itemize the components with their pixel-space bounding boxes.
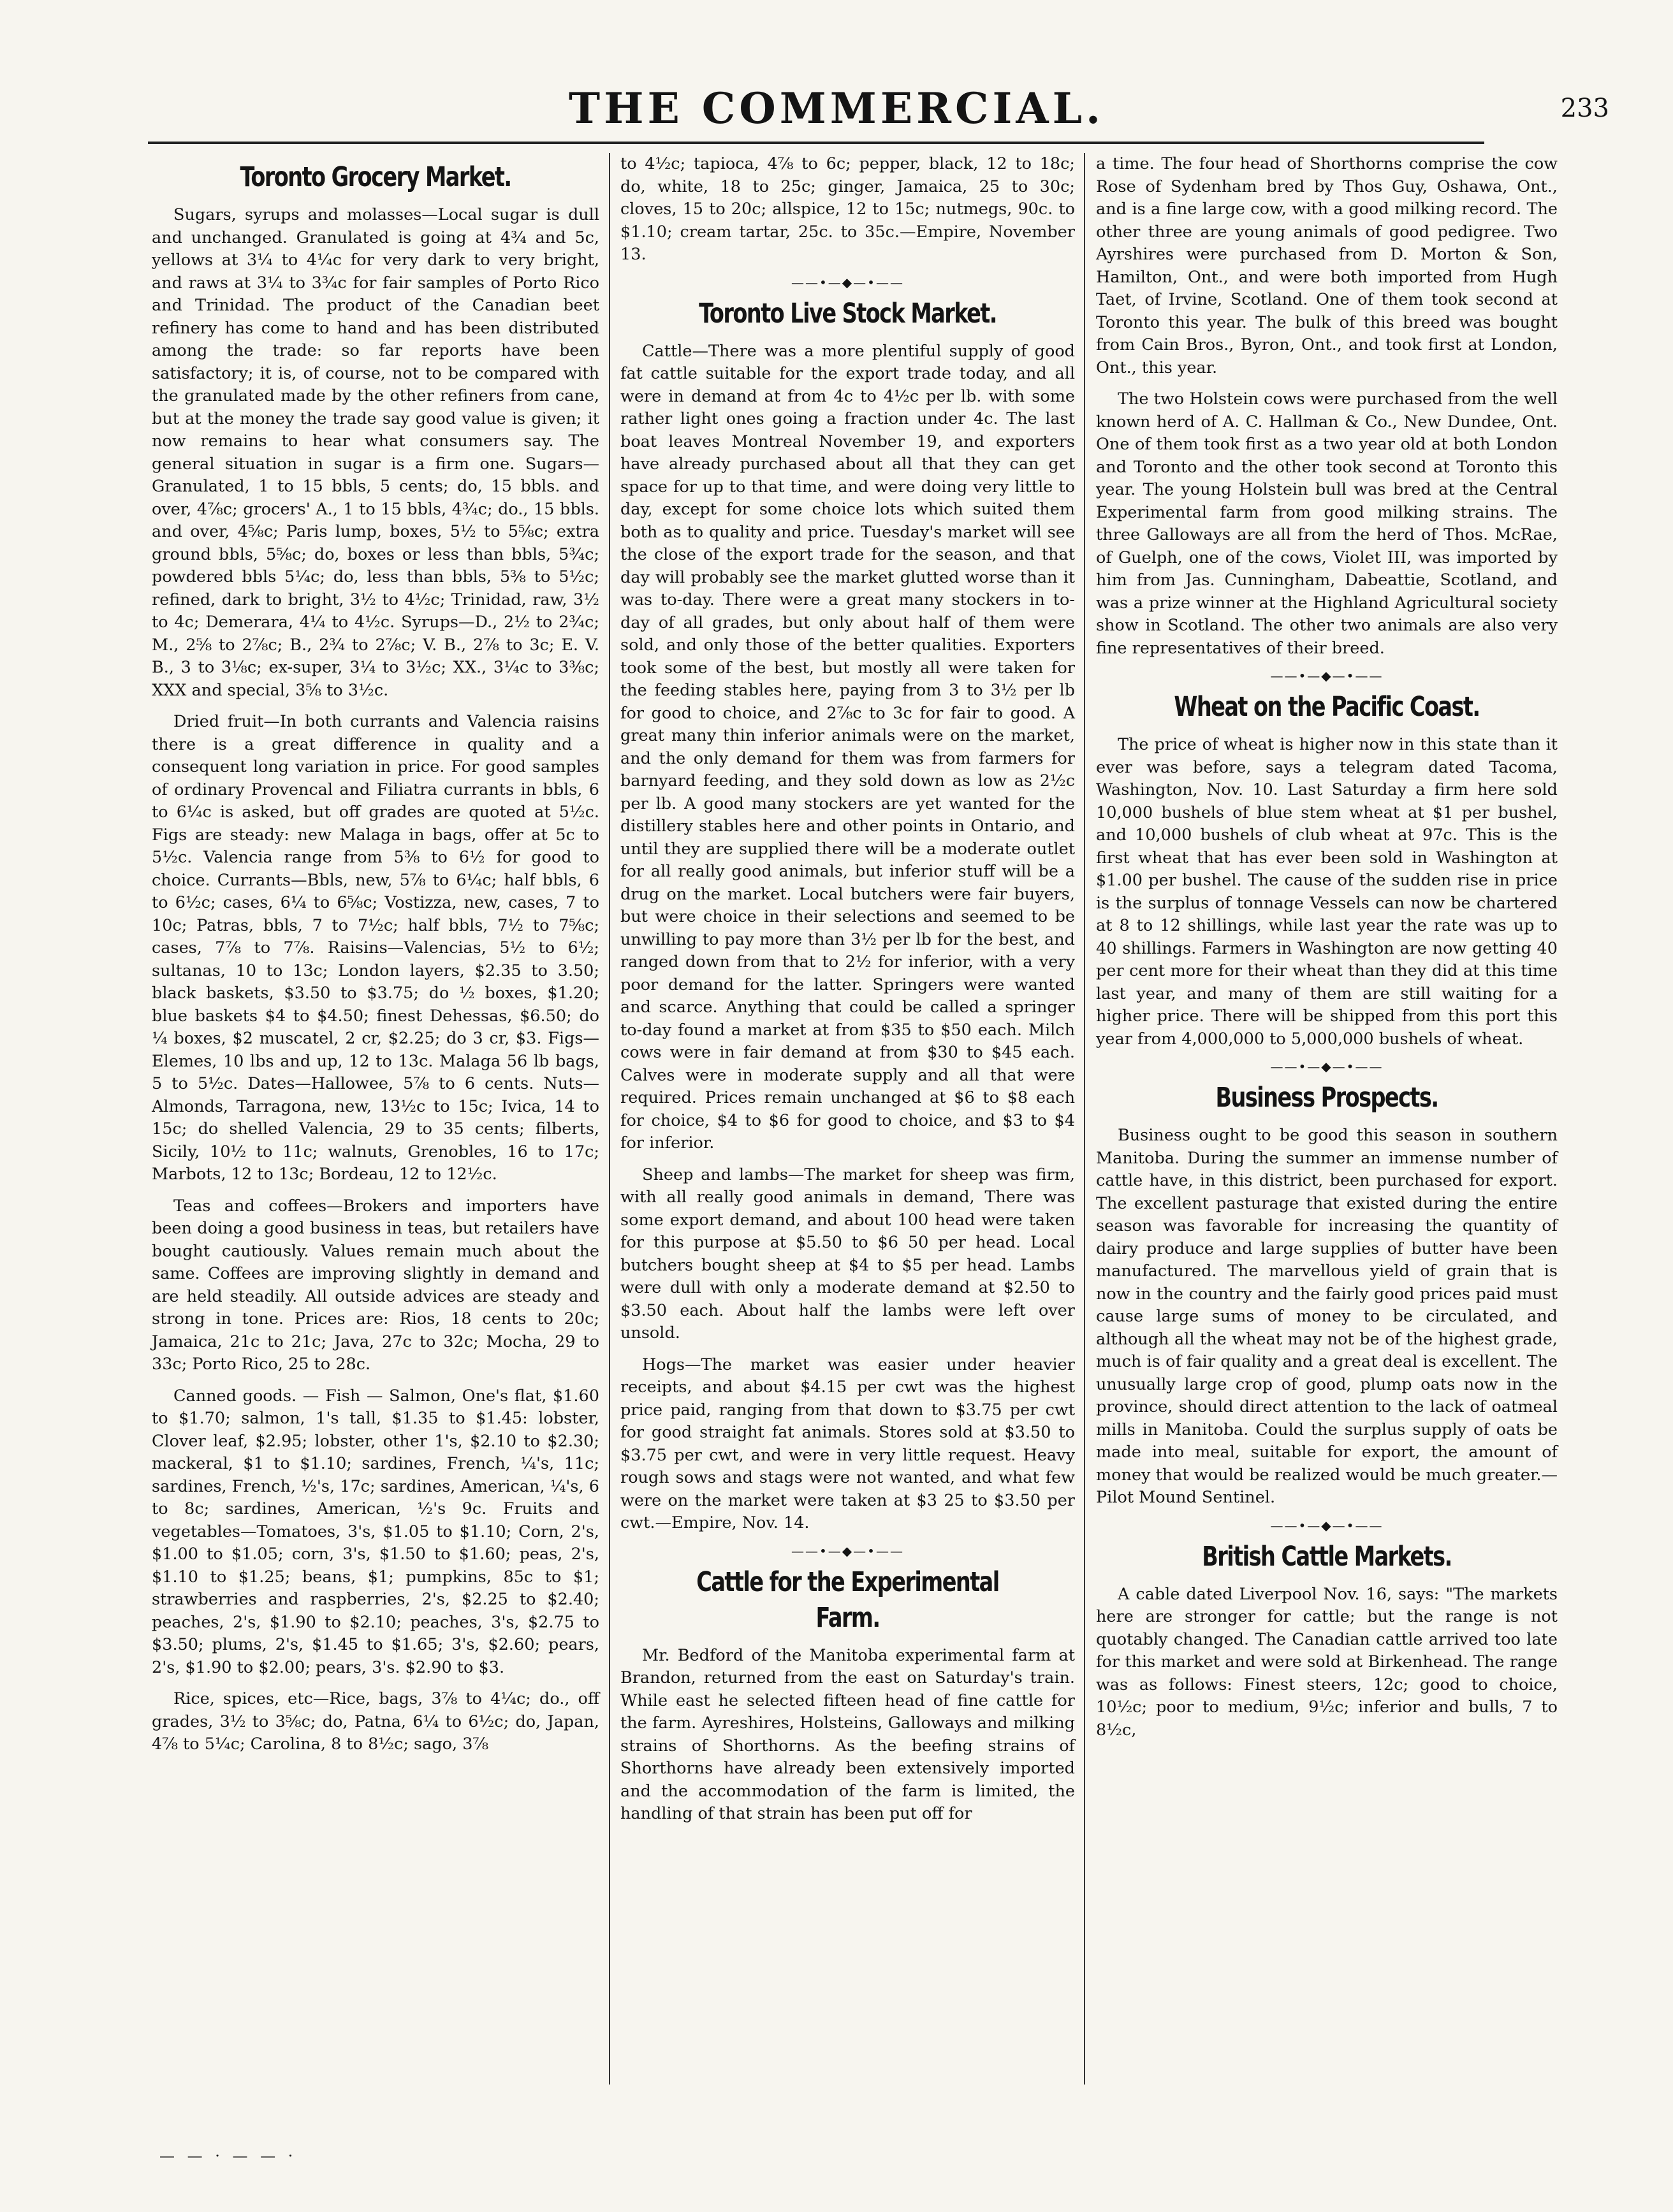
article-heading: Business Prospects. bbox=[1215, 1082, 1438, 1114]
article-paragraph: a time. The four head of Shorthorns comprise the cow Rose of Sydenham bred by Thos Guy, Oshawa, Ont., and is a fine large cow, with a good milking record. The other three are young animals of good pedigree. Two Ayrshires were purchased from D. Morton & Son, Hamilton, Ont., and were both imported from Hugh Taet, of Irvine, Scotland. One of them took second at Toronto this year. The bulk of this breed was bought from Cain Bros., Byron, Ont., and took first at London, Ont., this year. bbox=[1096, 154, 1558, 377]
article-heading: Cattle for the Experimental Farm. bbox=[696, 1566, 999, 1634]
section-ornament: ——•—◆—•—— bbox=[791, 1543, 904, 1559]
section-ornament: ——•—◆—•—— bbox=[791, 274, 904, 290]
article-paragraph: Canned goods. — Fish — Salmon, One's flat, $1.60 to $1.70; salmon, 1's tall, $1.35 to $1.45: lobster, Clover leaf, $2.95; lobster, other 1's, $2.10 to $2.30; mackeral, $1 to $1.10; sardines, French, ¼'s, 11c; sardines, French, ½'s, 17c; sardines, American, ¼'s, 6 to 8c; sardines, American, ½'s 9c. Fruits and vegetables—Tomatoes, 3's, $1.05 to $1.10; Corn, 2's, $1.00 to $1.05; corn, 3's, $1.50 to $1.60; peas, 2's, $1.10 to $1.25; beans, $1; pumpkins, 85c to $1; strawberries and raspberries, 2's, $2.25 to $2.40; peaches, 2's, $1.90 to $2.10; peaches, 3's, $2.75 to $3.50; plums, 2's, $1.45 to $1.65; 3's, $2.60; pears, 2's, $1.90 to $2.00; pears, 3's. $2.90 to $3. bbox=[152, 1386, 599, 1677]
column-3 bbox=[1096, 153, 1558, 1750]
column-divider bbox=[609, 153, 610, 2085]
article-heading: Toronto Live Stock Market. bbox=[699, 297, 997, 330]
section-ornament: ——•—◆—•—— bbox=[1270, 1059, 1384, 1074]
article-heading: Wheat on the Pacific Coast. bbox=[1174, 691, 1480, 723]
header-rule bbox=[148, 142, 1484, 144]
article-paragraph: Dried fruit—In both currants and Valencia raisins there is a great difference in quality and a consequent long variation in price. For good samples of ordinary Provencal and Filiatra currants in bbls, 6 to 6¼c is asked, but off grades are quoted at 5½c. Figs are steady: new Malaga in bags, offer at 5c to 5½c. Valencia range from 5⅜ to 6½ for good to choice. Currants—Bbls, new, 5⅞ to 6¼c; half bbls, 6 to 6½c; cases, 6¼ to 6⅝c; Vostizza, new, cases, 7 to 10c; Patras, bbls, 7 to 7½c; half bbls, 7½ to 7⅝c; cases, 7⅞ to 7⅞. Raisins—Valencias, 5½ to 6½; sultanas, 10 to 13c; London layers, $2.35 to 3.50; black baskets, $3.50 to $3.75; do ½ boxes, $1.20; blue baskets $4 to $4.50; finest Dehessas, $6.50; do ¼ boxes, $2 muscatel, 2 cr, $2.25; do 3 cr, $3. Figs—Elemes, 10 lbs and up, 12 to 13c. Malaga 56 lb bags, 5 to 5½c. Dates—Hallowee, 5⅞ to 6 cents. Nuts—Almonds, Tarragona, new, 13½c to 15c; Ivica, 14 to 15c; do shelled Valencia, 29 to 35 cents; filberts, Sicily, 10½ to 11c; walnuts, Grenobles, 16 to 17c; Marbots, 12 to 13c; Bordeau, 12 to 12½c. bbox=[152, 712, 599, 1184]
article-heading: Toronto Grocery Market. bbox=[240, 161, 511, 193]
article-paragraph: The two Holstein cows were purchased from the well known herd of A. C. Hallman & Co., New Dundee, Ont. One of them took first as a two year old at both London and Toronto and the other took second at Toronto this year. The young Holstein bull was bred at the Central Experimental farm from good milking strains. The three Galloways are all from the herd of Thos. McRae, of Guelph, one of the cows, Violet III, was imported by him from Jas. Cunningham, Dabeattie, Scotland, and was a prize winner at the Highland Agricultural society show in Scotland. The other two animals are also very fine representatives of their breed. bbox=[1096, 389, 1558, 658]
article-paragraph: Sheep and lambs—The market for sheep was firm, with all really good animals in demand, There was some export demand, and about 100 head were taken for this purpose at $5.50 to $6 50 per head. Local butchers bought sheep at $4 to $5 per head. Lambs were dull with only a moderate demand at $2.50 to $3.50 each. About half the lambs were left over unsold. bbox=[620, 1165, 1075, 1342]
article-paragraph: Sugars, syrups and molasses—Local sugar is dull and unchanged. Granulated is going at 4¾ and 5c, yellows at 3¼ to 4¼c for very dark to very bright, and raws at 3¼ to 3¾c for fair samples of Porto Rico and Trinidad. The product of the Canadian beet refinery has come to hand and has been distributed among the trade: so far reports have been satisfactory; it is, of course, not to be compared with the granulated made by the other refiners from cane, but at the money the trade say good value is given; it now remains to hear what consumers say. The general situation in sugar is a firm one. Sugars—Granulated, 1 to 15 bbls, 5 cents; do, 15 bbls. and over, 4⅞c; grocers' A., 1 to 15 bbls, 4¾c; do., 15 bbls. and over, 4⅝c; Paris lump, boxes, 5½ to 5⅝c; extra ground bbls, 5⅝c; do, boxes or less than bbls, 5¾c; powdered bbls 5¼c; do, less than bbls, 5⅜ to 5½c; refined, dark to bright, 3½ to 4½c; Trinidad, raw, 3½ to 4c; Demerara, 4¼ to 4½c. Syrups—D., 2½ to 2¾c; M., 2⅝ to 2⅞c; B., 2¾ to 2⅞c; V. B., 2⅞ to 3c; E. V. B., 3 to 3⅛c; ex-super, 3¼ to 3½c; XX., 3¼c to 3⅜c; XXX and special, 3⅝ to 3½c. bbox=[152, 205, 599, 700]
article-paragraph: Rice, spices, etc—Rice, bags, 3⅞ to 4¼c; do., off grades, 3½ to 3⅝c; do, Patna, 6¼ to 6½c; do, Japan, 4⅞ to 5¼c; Carolina, 8 to 8½c; sago, 3⅞ bbox=[152, 1689, 599, 1754]
article-paragraph: Business ought to be good this season in southern Manitoba. During the summer an immense number of cattle have, in this district, been purchased for export. The excellent pasturage that existed during the entire season was favorable for increasing the quantity of dairy produce and large supplies of butter have been manufactured. The marvellous yield of grain that is now in the country and the fairly good prices paid must cause large sums of money to be circulated, and although all the wheat may not be of the highest grade, much is of fair quality and a great deal is excellent. The unusually large crop of good, plump oats now in the province, should direct attention to the lack of oatmeal mills in Manitoba. Could the surplus supply of oats be made into meal, suitable for export, the amount of money that would be realized would be much greater.—Pilot Mound Sentinel. bbox=[1096, 1126, 1558, 1507]
article-paragraph: Mr. Bedford of the Manitoba experimental farm at Brandon, returned from the east on Saturday's train. While east he selected fifteen head of fine cattle for the farm. Ayreshires, Holsteins, Galloways and milking strains of Shorthorns. As the beefing strains of Shorthorns have already been extensively imported and the accommodation of the farm is limited, the handling of that strain has been put off for bbox=[620, 1645, 1075, 1823]
column-2 bbox=[620, 153, 1075, 1835]
page-number: 233 bbox=[1560, 94, 1609, 123]
article-paragraph: The price of wheat is higher now in this state than it ever was before, says a telegram dated Tacoma, Washington, Nov. 10. Last Saturday a firm here sold 10,000 bushels of blue stem wheat at $1 per bushel, and 10,000 bushels of club wheat at 97c. This is the first wheat that has ever been sold in Washington at $1.00 per bushel. The cause of the sudden rise in price is the surplus of tonnage Vessels can now be chartered at 8 to 12 shillings, while last year the rate was up to 40 shillings. Farmers in Washington are now getting 40 per cent more for their wheat than they did at this time last year, and many of them are still waiting for a higher price. There will be shipped from this port this year from 4,000,000 to 5,000,000 bushels of wheat. bbox=[1096, 735, 1558, 1049]
article-paragraph: Cattle—There was a more plentiful supply of good fat cattle suitable for the export trade today, and all were in demand at from 4c to 4½c per lb. with some rather light ones going a fraction under 4c. The last boat leaves Montreal November 19, and exporters have already purchased about all that they can get space for up to that time, and were doing very little to day, except for some choice lots which suited them both as to quality and price. Tuesday's market will see the close of the export trade for the season, and that day will probably see the market glutted worse than it was to-day. There were a great many stockers in to-day of all grades, but only about half of them were sold, and only those of the better qualities. Exporters took some of the best, but mostly all were taken for the feeding stables here, paying from 3 to 3½ per lb for good to choice, and 2⅞c to 3c for fair to good. A great many thin inferior animals were on the market, and the only demand for them was from farmers for barnyard feeding, and they sold down as low as 2½c per lb. A good many stockers are yet wanted for the distillery stables here and other points in Ontario, and until they are supplied there will be a moderate outlet for all really good animals, but inferior stuff will be a drug on the market. Local butchers were fair buyers, but were choice in their selections and seemed to be unwilling to pay more than 3½ per lb for the best, and ranged down from that to 2½ for inferior, with a very poor demand for the latter. Springers were wanted and scarce. Anything that could be called a springer to-day found a market at from $35 to $50 each. Milch cows were in fair demand at from $30 to $45 each. Calves were in moderate supply and all that were required. Prices remain unchanged at $6 to $8 each for choice, $4 to $6 for good to choice, and $3 to $4 for inferior. bbox=[620, 341, 1075, 1153]
article-paragraph: to 4½c; tapioca, 4⅞ to 6c; pepper, black, 12 to 18c; do, white, 18 to 25c; ginger, Jamaica, 25 to 30c; cloves, 15 to 20c; allspice, 12 to 15c; nutmegs, 90c. to $1.10; cream tartar, 25c. to 35c.—Empire, November 13. bbox=[620, 154, 1075, 264]
column-1 bbox=[152, 153, 599, 1765]
section-ornament: ——•—◆—•—— bbox=[1270, 1517, 1384, 1533]
masthead: THE COMMERCIAL. bbox=[568, 84, 1105, 133]
section-ornament: ——•—◆—•—— bbox=[1270, 668, 1384, 683]
column-divider bbox=[1084, 153, 1085, 2085]
article-paragraph: Hogs—The market was easier under heavier receipts, and about $4.15 per cwt was the highest price paid, ranging from that down to $3.75 per cwt for good straight fat animals. Stores sold at $3.50 to $3.75 per cwt, and were in very little request. Heavy rough sows and stags were not wanted, and what few were on the market were taken at $3 25 to $3.50 per cwt.—Empire, Nov. 14. bbox=[620, 1355, 1075, 1532]
article-paragraph: Teas and coffees—Brokers and importers have been doing a good business in teas, but retailers have bought cautiously. Values remain much about the same. Coffees are improving slightly in demand and are held steadily. All outside advices are steady and strong in tone. Prices are: Rios, 18 cents to 20c; Jamaica, 21c to 21c; Java, 27c to 32c; Mocha, 29 to 33c; Porto Rico, 25 to 28c. bbox=[152, 1196, 599, 1374]
masthead-bar bbox=[0, 76, 1673, 140]
footer-marks: — — · — — · bbox=[159, 2147, 297, 2165]
article-paragraph: A cable dated Liverpool Nov. 16, says: "The markets here are stronger for cattle; but the range is not quotably changed. The Canadian cattle arrived too late for this market and were sold at Birkenhead. The range was as follows: Finest steers, 12c; good to choice, 10½c; poor to medium, 9½c; inferior and bulls, 7 to 8½c, bbox=[1096, 1584, 1558, 1740]
article-heading: British Cattle Markets. bbox=[1202, 1540, 1452, 1573]
